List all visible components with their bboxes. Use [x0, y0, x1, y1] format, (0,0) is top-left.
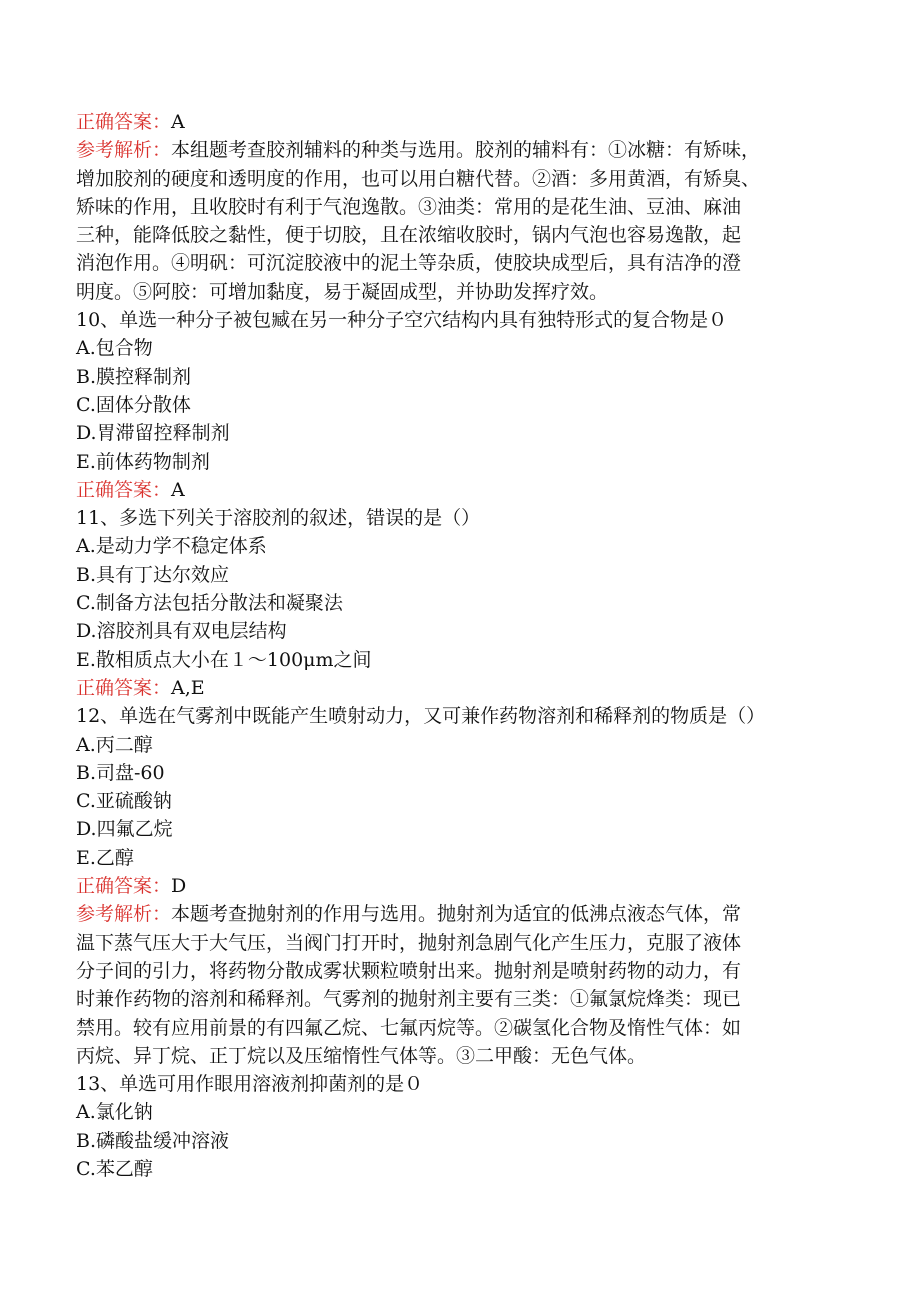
option-d: D.四氟乙烷 — [76, 818, 173, 841]
option-e: E.乙醇 — [76, 846, 134, 869]
option-a: A.包合物 — [76, 337, 153, 360]
option-b: B.膜控释制剂 — [76, 365, 192, 388]
explanation-line — [76, 900, 846, 928]
option-b: B.磷酸盐缓冲溶液 — [76, 1129, 230, 1152]
question-text: 12、单选在气雾剂中既能产生喷射动力，又可兼作药物溶剂和稀释剂的物质是（） — [76, 705, 766, 728]
explanation-label: 参考解析： — [76, 139, 172, 162]
answer-line — [76, 674, 846, 702]
explanation-line: 丙烷、异丁烷、正丁烷以及压缩惰性气体等。③二甲酸：无色气体。 — [76, 1044, 647, 1067]
explanation-label: 参考解析： — [76, 903, 172, 926]
question-text: 13、单选可用作眼用溶液剂抑菌剂的是０ — [76, 1073, 424, 1096]
question-text: 10、单选一种分子被包臧在另一种分子空穴结构内具有独特形式的复合物是０ — [76, 309, 728, 332]
option-c: C.苯乙醇 — [76, 1157, 153, 1180]
explanation-line: 消泡作用。④明矾：可沉淀胶液中的泥土等杂质，使胶块成型后，具有洁净的澄 — [76, 252, 742, 275]
explanation-line — [76, 136, 846, 164]
option-c: C.制备方法包括分散法和凝聚法 — [76, 592, 343, 615]
explanation-line: 禁用。较有应用前景的有四氟乙烷、七氟丙烷等。②碳氢化合物及惰性气体：如 — [76, 1016, 742, 1039]
answer-label: 正确答案： — [76, 111, 172, 133]
answer-label: 正确答案： — [76, 875, 172, 898]
answer-value: A — [171, 478, 185, 501]
explanation-line: 分子间的引力，将药物分散成雾状颗粒喷射出来。抛射剂是喷射药物的动力，有 — [76, 959, 742, 982]
option-e: E.前体药物制剂 — [76, 450, 210, 473]
option-d: D.溶胶剂具有双电层结构 — [76, 620, 287, 643]
explanation-line: 时兼作药物的溶剂和稀释剂。气雾剂的抛射剂主要有三类：①氟氯烷烽类：现已 — [76, 988, 742, 1011]
option-b: B.司盘-60 — [76, 761, 165, 784]
option-c: C.固体分散体 — [76, 393, 191, 416]
option-a: A.氯化钠 — [76, 1101, 153, 1124]
option-a: A.是动力学不稳定体系 — [76, 535, 267, 558]
explanation-line: 温下蒸气压大于大气压，当阀门打开时，抛射剂急剧气化产生压力，克服了液体 — [76, 931, 742, 954]
explanation-line: 明度。⑤阿胶：可增加黏度，易于凝固成型，并协助发挥疗效。 — [76, 280, 609, 303]
option-e: E.散相质点大小在１～100μm之间 — [76, 648, 372, 671]
answer-line — [76, 476, 846, 504]
answer-line — [76, 872, 846, 900]
answer-value: A — [171, 111, 185, 133]
option-a: A.丙二醇 — [76, 733, 153, 756]
document-page — [76, 108, 846, 1183]
answer-value: D — [171, 875, 187, 898]
explanation-line: 矫味的作用，且收胶时有利于气泡逸散。③油类：常用的是花生油、豆油、麻油 — [76, 195, 742, 218]
explanation-line: 增加胶剂的硬度和透明度的作用，也可以用白糖代替。②酒：多用黄酒，有矫臭、 — [76, 167, 761, 190]
answer-label: 正确答案： — [76, 478, 172, 501]
explanation-text: 本题考查抛射剂的作用与选用。抛射剂为适宜的低沸点液态气体，常 — [171, 903, 742, 926]
option-d: D.胃滞留控释制剂 — [76, 422, 230, 445]
option-b: B.具有丁达尔效应 — [76, 563, 230, 586]
explanation-text: 本组题考查胶剂辅料的种类与选用。胶剂的辅料有：①冰糖：有矫味， — [171, 139, 761, 162]
question-text: 11、多选下列关于溶胶剂的叙述，错误的是（） — [76, 507, 481, 530]
answer-label: 正确答案： — [76, 676, 172, 699]
answer-line — [76, 108, 846, 136]
option-c: C.亚硫酸钠 — [76, 790, 172, 813]
answer-value: A,E — [171, 676, 205, 699]
explanation-line: 三种，能降低胶之黏性，便于切胶，且在浓缩收胶时，锅内气泡也容易逸散，起 — [76, 224, 742, 247]
